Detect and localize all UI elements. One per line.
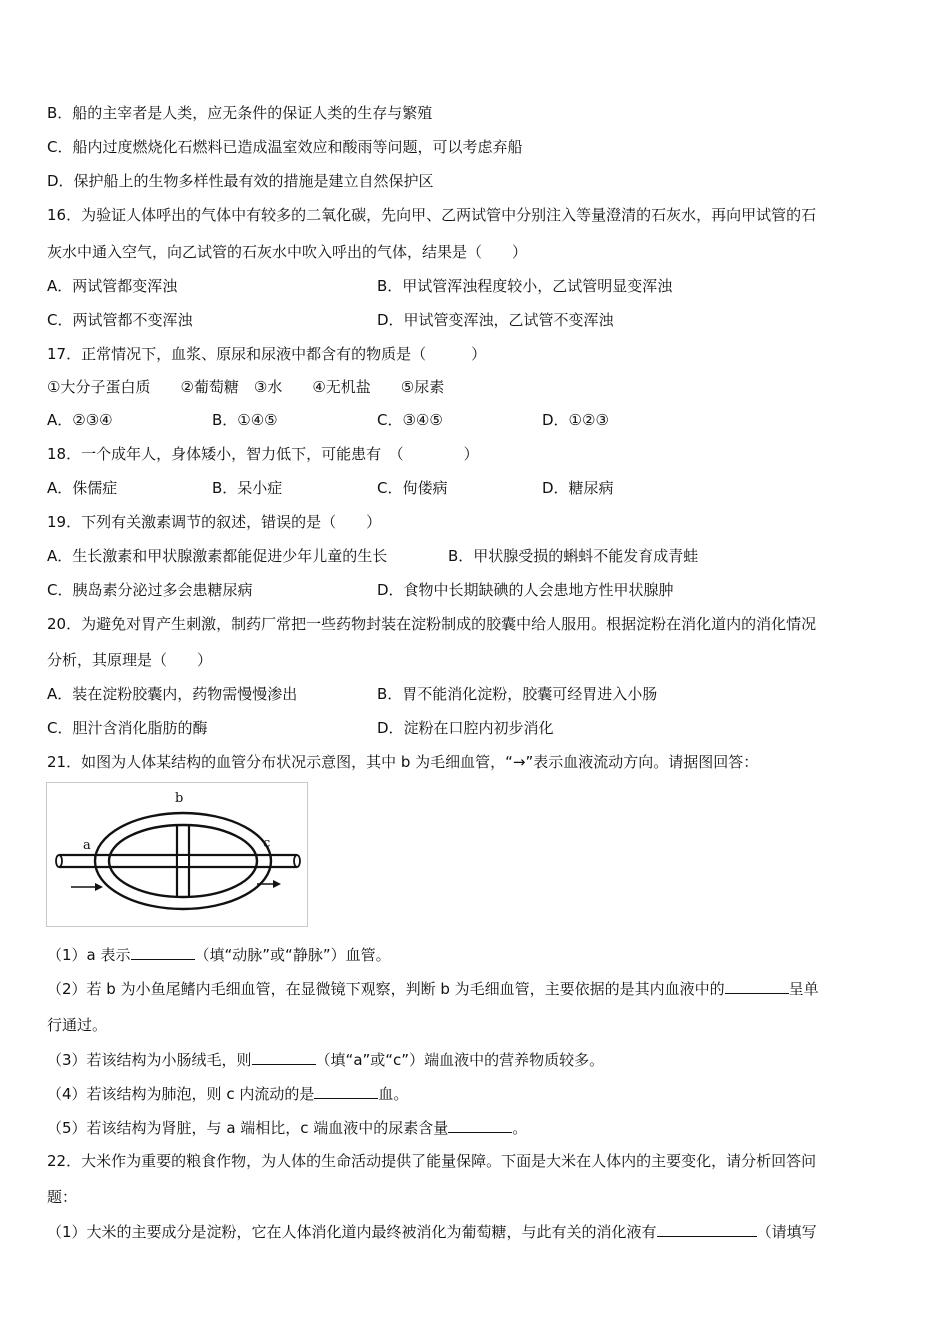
q17-option-a: A．②③④: [47, 411, 113, 429]
q20-option-d: D．淀粉在口腔内初步消化: [377, 719, 554, 737]
q17-stem: 17．正常情况下，血浆、原尿和尿液中都含有的物质是（ ）: [47, 345, 487, 363]
q21-part1-blank: [131, 944, 195, 960]
q21-part1-text: （1）a 表示: [47, 946, 131, 964]
q22-part1: [47, 1221, 817, 1242]
q21-part2-blank: [725, 978, 789, 994]
q19-stem: 19．下列有关激素调节的叙述，错误的是（ ）: [47, 513, 382, 531]
q21-part3-tail: （填“a”或“c”）端血液中的营养物质较多。: [315, 1051, 605, 1069]
q19-option-c: C．胰岛素分泌过多会患糖尿病: [47, 581, 253, 599]
q19-option-d: D．食物中长期缺碘的人会患地方性甲状腺肿: [377, 581, 674, 599]
q18-option-d: D．糖尿病: [542, 479, 614, 497]
q16-option-c: C．两试管都不变浑浊: [47, 311, 193, 329]
q21-part4-tail: 血。: [378, 1085, 409, 1103]
q21-part2: [47, 978, 819, 999]
q16-option-d: D．甲试管变浑浊，乙试管不变浑浊: [377, 311, 614, 329]
vessel-c-end: [294, 855, 300, 867]
q21-part1: [47, 944, 391, 965]
q21-part4-text: （4）若该结构为肺泡，则 c 内流动的是: [47, 1085, 315, 1103]
q19-option-a: A．生长激素和甲状腺激素都能促进少年儿童的生长: [47, 547, 388, 565]
q15-option-d: D．保护船上的生物多样性最有效的措施是建立自然保护区: [47, 172, 434, 190]
q17-items: ①大分子蛋白质 ②葡萄糖 ③水 ④无机盐 ⑤尿素: [47, 378, 445, 396]
vessel-a-end: [56, 855, 62, 867]
q21-part3-blank: [252, 1049, 316, 1065]
q21-part5-tail: 。: [512, 1119, 528, 1137]
q16-option-a: A．两试管都变浑浊: [47, 277, 178, 295]
q21-part1-tail: （填“动脉”或“静脉”）血管。: [194, 946, 391, 964]
q21-part5-text: （5）若该结构为肾脏，与 a 端相比，c 端血液中的尿素含量: [47, 1119, 449, 1137]
q22-part1-text: （1）大米的主要成分是淀粉，它在人体消化道内最终被消化为葡萄糖，与此有关的消化液有: [47, 1223, 657, 1241]
q22-part1-blank: [657, 1221, 757, 1237]
q18-option-a: A．侏儒症: [47, 479, 118, 497]
label-c: c: [263, 836, 271, 851]
q17-option-d: D．①②③: [542, 411, 609, 429]
q20-option-c: C．胆汁含消化脂肪的酶: [47, 719, 208, 737]
q16-option-b: B．甲试管浑浊程度较小，乙试管明显变浑浊: [377, 277, 673, 295]
q17-option-c: C．③④⑤: [377, 411, 443, 429]
flow-arrow-right-head: [273, 880, 281, 888]
q18-stem: 18．一个成年人，身体矮小，智力低下，可能患有 （ ）: [47, 445, 479, 463]
q18-option-b: B．呆小症: [212, 479, 283, 497]
q17-option-b: B．①④⑤: [212, 411, 278, 429]
q16-stem-line1: 16．为验证人体呼出的气体中有较多的二氧化碳，先向甲、乙两试管中分别注入等量澄清的石灰水，再向甲试管的石: [47, 206, 817, 224]
flow-arrow-left-head: [95, 883, 103, 891]
q22-stem-line1: 22．大米作为重要的粮食作物，为人体的生命活动提供了能量保障。下面是大米在人体内的主要变化，请分析回答问: [47, 1152, 817, 1170]
q21-part3-text: （3）若该结构为小肠绒毛，则: [47, 1051, 252, 1069]
q21-part5: [47, 1117, 527, 1138]
q21-part4-blank: [314, 1083, 378, 1099]
q21-part2-text: （2）若 b 为小鱼尾鳍内毛细血管，在显微镜下观察，判断 b 为毛细血管，主要依据的是其内血液中的: [47, 980, 725, 998]
q21-part3: [47, 1049, 604, 1070]
q21-stem: 21．如图为人体某结构的血管分布状况示意图，其中 b 为毛细血管，“→”表示血液流动方向。请据图回答：: [47, 753, 759, 771]
blood-vessel-diagram: [46, 782, 308, 927]
q20-option-a: A．装在淀粉胶囊内，药物需慢慢渗出: [47, 685, 298, 703]
q20-option-b: B．胃不能消化淀粉，胶囊可经胃进入小肠: [377, 685, 658, 703]
q15-option-c: C．船内过度燃烧化石燃料已造成温室效应和酸雨等问题，可以考虑弃船: [47, 138, 523, 156]
q16-stem-line2: 灰水中通入空气，向乙试管的石灰水中吹入呼出的气体，结果是（ ）: [47, 243, 528, 261]
q22-stem-line2: 题：: [47, 1188, 78, 1206]
q20-stem-line1: 20．为避免对胃产生刺激，制药厂常把一些药物封装在淀粉制成的胶囊中给人服用。根据淀粉在消化道内的消化情况: [47, 615, 817, 633]
q21-part2-cont: 行通过。: [47, 1016, 108, 1034]
q18-option-c: C．佝偻病: [377, 479, 448, 497]
q15-option-b: B．船的主宰者是人类，应无条件的保证人类的生存与繁殖: [47, 104, 433, 122]
q22-part1-tail: （请填写: [756, 1223, 817, 1241]
q21-part5-blank: [448, 1117, 512, 1133]
q19-option-b: B．甲状腺受损的蝌蚪不能发育成青蛙: [448, 547, 699, 565]
label-b: b: [175, 791, 184, 806]
q21-part4: [47, 1083, 408, 1104]
branch-junction: [178, 856, 188, 866]
q21-part2-tail: 呈单: [788, 980, 819, 998]
blood-vessel-svg: [47, 783, 307, 926]
label-a: a: [83, 838, 91, 853]
q20-stem-line2: 分析，其原理是（ ）: [47, 651, 213, 669]
